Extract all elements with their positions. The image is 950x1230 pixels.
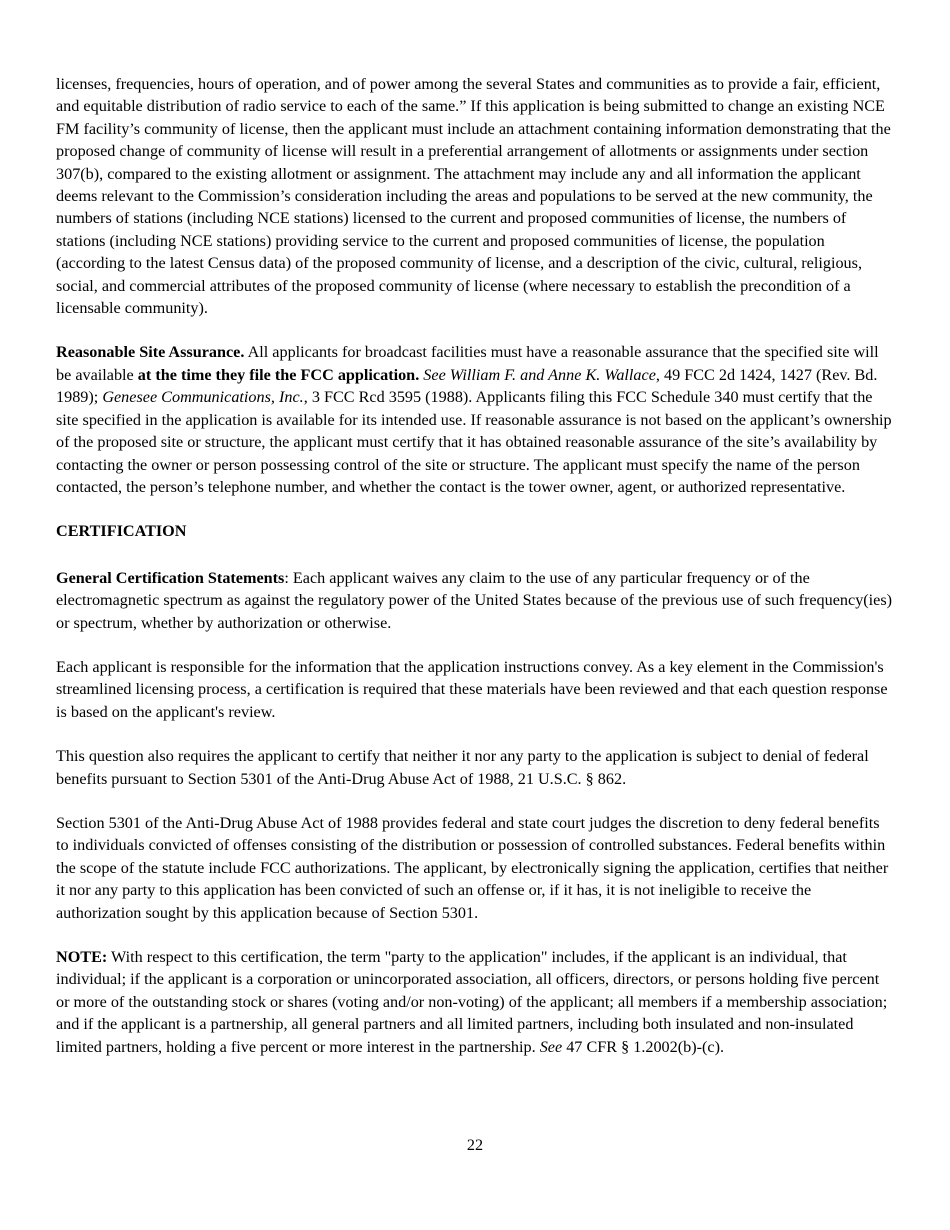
paragraph-applicant-responsible: [56, 656, 896, 723]
citation-wallace: See William F. and Anne K. Wallace: [423, 365, 656, 384]
paragraph-text: Each applicant is responsible for the information that the application instructions convey. As a key element in the Commission's streamlined licensing process, a certification is required that these materials have been reviewed and that each question response is based on the applicant's review.: [56, 657, 888, 721]
paragraph-text: licenses, frequencies, hours of operation, and of power among the several States and communities as to provide a fair, efficient, and equitable distribution of radio service to each of the same.” If this application is being submitted to change an existing NCE FM facility’s community of license, then the applicant must include an attachment containing information demonstrating that the proposed change of community of license will result in a preferential arrangement of allotments or assignments under section 307(b), compared to the existing allotment or assignment. The attachment may include any and all information the applicant deems relevant to the Commission’s consideration including the areas and populations to be served at the new community, the numbers of stations (including NCE stations) licensed to the current and proposed communities of license, the numbers of stations (including NCE stations) providing service to the current and proposed communities of license, the population (according to the latest Census data) of the proposed community of license, and a description of the civic, cultural, religious, social, and commercial attributes of the proposed community of license (where necessary to establish the precondition of a licensable community).: [56, 75, 891, 318]
citation-cfr: 47 CFR § 1.2002(b)-(c).: [562, 1037, 725, 1056]
document-body: [56, 73, 896, 1080]
paragraph-text: , 49 FCC 2d 1424, 1427 (Rev. Bd. 1989);: [56, 365, 878, 407]
paragraph-general-certification: [56, 567, 896, 634]
paragraph-text: Section 5301 of the Anti-Drug Abuse Act of 1988 provides federal and state court judges the discretion to deny federal benefits to individuals convicted of offenses consisting of the distribution or possession of controlled substances. Federal benefits within the scope of the statute include FCC authorizations. The applicant, by electronically signing the application, certifies that neither it nor any party to this application has been convicted of such an offense or, if it has, it is not ineligible to receive the authorization sought by this application because of Section 5301.: [56, 813, 889, 922]
paragraph-federal-benefits: [56, 745, 896, 790]
see-signal: See: [539, 1037, 563, 1056]
paragraph-reasonable-site-assurance: [56, 341, 896, 498]
paragraph-text: All applicants for broadcast facilities must have a reasonable assurance that the specified site will be available: [56, 343, 879, 384]
paragraph-text: , 3 FCC Rcd 3595 (1988). Applicants filing this FCC Schedule 340 must certify that the site specified in the application is available for its intended use. If reasonable assurance is not based on the applicant’s ownership of the proposed site or structure, the applicant must certify that it has obtained reasonable assurance of the site’s availability by contacting the owner or person possessing control of the site or structure. The applicant must specify the name of the person contacted, the person’s telephone number, and whether the contact is the tower owner, agent, or authorized representative.: [56, 388, 892, 496]
paragraph-section-5301: [56, 812, 896, 924]
paragraph-note: [56, 946, 896, 1058]
paragraph-307b-community-change: [56, 73, 896, 319]
citation-genesee: Genesee Communications, Inc.: [102, 388, 304, 407]
paragraph-text: This question also requires the applicant to certify that neither it nor any party to the application is subject to denial of federal benefits pursuant to Section 5301 of the Anti-Drug Abuse Act of 1988, 21 U.S.C. § 862.: [56, 747, 869, 788]
paragraph-text: With respect to this certification, the term "party to the application" includes, if the applicant is an individual, that individual; if the applicant is a corporation or unincorporated association, all officers, directors, or persons holding five percent or more of the outstanding stock or shares (voting and/or non-voting) of the applicant; all members if a membership association; and if the applicant is a partnership, all general partners and all limited partners, including both insulated and non-insulated limited partners, holding a five percent or more interest in the partnership.: [56, 948, 888, 1056]
section-heading-certification: CERTIFICATION: [56, 522, 187, 541]
note-label: NOTE:: [56, 948, 108, 966]
section-title-general-certification: General Certification Statements: [56, 568, 285, 587]
section-title-site-assurance: Reasonable Site Assurance.: [56, 343, 245, 362]
bold-emphasis: at the time they file the FCC application.: [137, 365, 420, 384]
page-number: 22: [466, 1136, 484, 1154]
paragraph-text: : Each applicant waives any claim to the use of any particular frequency or of the electromagnetic spectrum as against the regulatory power of the United States because of the previous use of such frequency(ies) or spectrum, whether by authorization or otherwise.: [56, 568, 893, 632]
